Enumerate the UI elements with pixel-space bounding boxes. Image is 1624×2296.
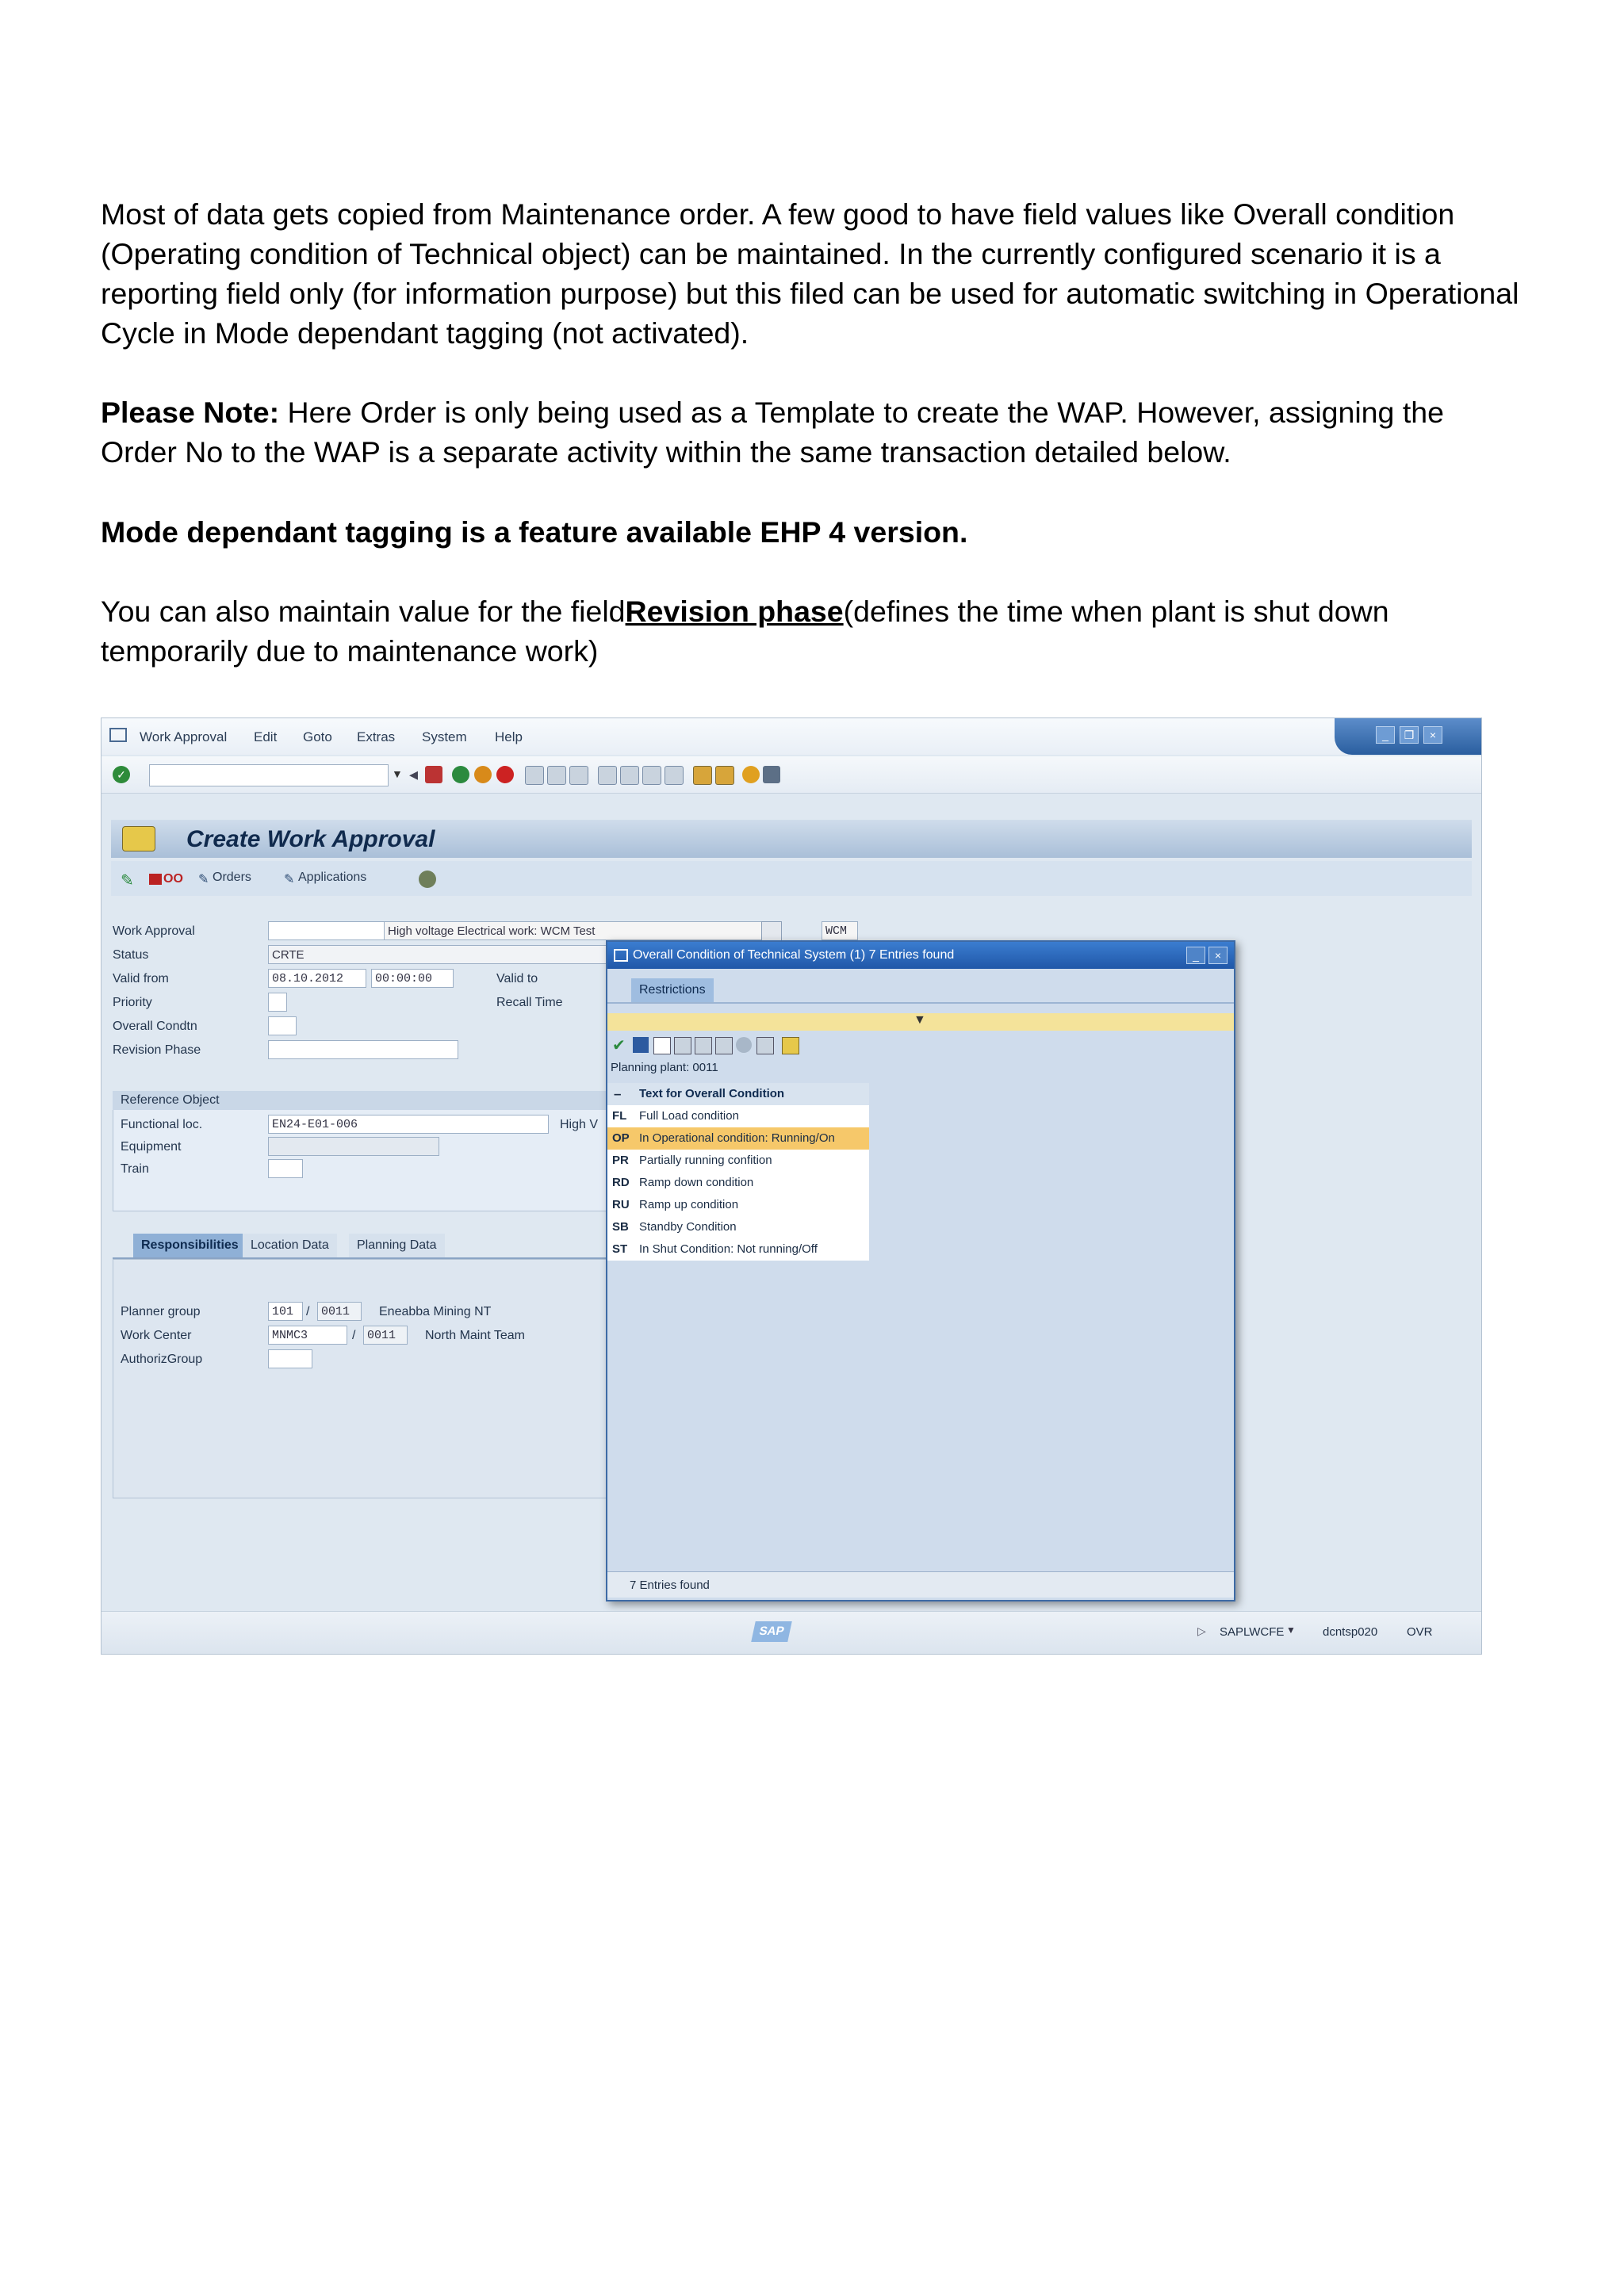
expand-restrictions-icon[interactable]: ▼ [914, 1013, 926, 1027]
popup-title-bar [607, 942, 1234, 969]
result-text: Full Load condition [639, 1109, 739, 1123]
first-page-icon[interactable] [598, 766, 617, 785]
menu-extras[interactable]: Extras [357, 729, 396, 744]
overview-icon[interactable]: OO [163, 872, 183, 886]
valid-from-label: Valid from [113, 972, 169, 985]
standard-toolbar [102, 756, 1481, 794]
minimize-icon[interactable]: _ [1376, 726, 1395, 744]
restrictions-line [607, 1002, 1234, 1004]
result-text: In Operational condition: Running/On [639, 1131, 835, 1145]
result-code: OP [612, 1131, 630, 1145]
planner-group-field[interactable]: 101 [268, 1302, 303, 1321]
applications-button[interactable]: Applications [298, 871, 367, 884]
popup-find-icon[interactable] [674, 1037, 691, 1054]
work-approval-label: Work Approval [113, 924, 195, 938]
status-bar [102, 1611, 1481, 1655]
result-row[interactable] [607, 1238, 869, 1261]
overall-condtn-label: Overall Condtn [113, 1020, 197, 1033]
result-row[interactable] [607, 1194, 869, 1216]
functional-loc-field[interactable]: EN24-E01-006 [268, 1115, 549, 1134]
ehp-paragraph: Mode dependant tagging is a feature available EHP 4 version. [101, 515, 968, 549]
command-field[interactable] [149, 764, 389, 786]
planner-slash: / [306, 1305, 310, 1318]
revision-text-a: You can also maintain value for the field [101, 595, 626, 628]
find-next-icon[interactable] [569, 766, 588, 785]
planner-plant-field: 0011 [317, 1302, 362, 1321]
status-label: Status [113, 948, 149, 962]
menu-help[interactable]: Help [495, 729, 523, 744]
result-text: Ramp up condition [639, 1198, 739, 1211]
revision-phase-label: Revision Phase [113, 1043, 201, 1057]
settings-icon[interactable] [419, 871, 436, 888]
shortcut-icon[interactable] [715, 766, 734, 785]
menu-system[interactable]: System [422, 729, 467, 744]
popup-find-next-icon[interactable] [695, 1037, 712, 1054]
enter-check-icon[interactable]: ✓ [113, 766, 130, 783]
result-row[interactable] [607, 1150, 869, 1172]
tab-location-data[interactable]: Location Data [243, 1234, 337, 1257]
previous-page-icon[interactable] [620, 766, 639, 785]
menu-window-icon[interactable] [109, 728, 127, 742]
functional-loc-label: Functional loc. [121, 1118, 203, 1131]
revision-text-b: (defines the time when plant is shut down temporarily due to maintenance work) [101, 595, 1389, 668]
results-header [607, 1083, 869, 1105]
popup-sort-icon[interactable] [715, 1037, 733, 1054]
popup-status-bar [607, 1571, 1234, 1598]
save-icon[interactable] [425, 766, 442, 783]
sap-logo: SAP [751, 1621, 792, 1642]
revision-paragraph [101, 591, 1528, 671]
result-code: PR [612, 1154, 629, 1167]
authoriz-group-label: AuthorizGroup [121, 1353, 203, 1366]
help-icon[interactable] [742, 766, 760, 783]
result-row[interactable] [607, 1216, 869, 1238]
result-code: RU [612, 1198, 630, 1211]
restore-icon[interactable]: ❐ [1400, 726, 1419, 744]
system-dropdown-icon[interactable]: ▼ [1286, 1624, 1296, 1636]
wcm-field[interactable]: WCM [822, 921, 858, 940]
popup-minimize-icon[interactable]: _ [1186, 947, 1205, 964]
orders-button[interactable]: Orders [213, 871, 251, 884]
equipment-field[interactable] [268, 1137, 439, 1156]
activate-icon[interactable]: ✎ [121, 872, 134, 890]
result-row[interactable] [607, 1105, 869, 1127]
note-text: Here Order is only being used as a Template to create the WAP. However, assigning the Order No to the WAP is a separate activity within the same transaction detailed below. [101, 396, 1444, 469]
popup-title: Overall Condition of Technical System (1) 7 Entries found [633, 948, 955, 962]
work-approval-description[interactable]: High voltage Electrical work: WCM Test [384, 921, 764, 940]
tab-responsibilities[interactable]: Responsibilities [133, 1234, 247, 1257]
work-center-desc: North Maint Team [425, 1329, 525, 1342]
applications-icon: ✎ [284, 873, 295, 886]
window-controls [1335, 718, 1481, 755]
menu-work-approval[interactable]: Work Approval [140, 729, 228, 744]
sap-screenshot [101, 718, 1482, 1655]
work-center-plant-field: 0011 [363, 1326, 408, 1345]
menu-edit[interactable]: Edit [254, 729, 278, 744]
intro-paragraph: Most of data gets copied from Maintenance order. A few good to have field values like Overall condition (Operating condition of Technical object) can be maintained. In the currently configured scenario it is a reporting field only (for information purpose) but this filed can be used for automatic switching in Operational Cycle in Mode dependant tagging (not activated). [101, 197, 1519, 350]
planner-group-desc: Eneabba Mining NT [379, 1305, 492, 1318]
revision-phase-link: Revision phase [625, 595, 844, 628]
equipment-label: Equipment [121, 1140, 182, 1154]
system-text: SAPLWCFE [1220, 1625, 1285, 1639]
menu-bar [102, 718, 1481, 755]
page-title: Create Work Approval [186, 826, 435, 852]
entries-found-text: 7 Entries found [630, 1578, 710, 1592]
popup-confirm-icon[interactable]: ✔ [612, 1037, 626, 1054]
result-text: Ramp down condition [639, 1176, 754, 1189]
popup-close-icon[interactable]: × [1208, 947, 1228, 964]
work-approval-icon [122, 826, 155, 851]
value-help-popup [606, 940, 1235, 1601]
back-icon[interactable] [452, 766, 469, 783]
result-code: ST [612, 1242, 628, 1256]
recall-time-label: Recall Time [496, 996, 563, 1009]
planner-group-label: Planner group [121, 1305, 201, 1318]
results-column-header[interactable]: Text for Overall Condition [639, 1087, 785, 1100]
responsibilities-panel [113, 1259, 622, 1498]
title-bar [111, 820, 1472, 858]
authoriz-group-field[interactable] [268, 1349, 312, 1368]
result-text: Standby Condition [639, 1220, 737, 1234]
orders-icon: ✎ [198, 873, 209, 886]
layout-menu-icon[interactable] [763, 766, 780, 783]
priority-field[interactable] [268, 993, 287, 1012]
lock-icon[interactable] [149, 874, 162, 885]
popup-info-icon[interactable] [736, 1037, 752, 1053]
popup-new-icon[interactable] [653, 1037, 671, 1054]
insert-mode-text[interactable]: OVR [1407, 1625, 1433, 1639]
edit-text-icon[interactable] [761, 921, 782, 942]
results-menu-icon[interactable]: – [614, 1086, 622, 1101]
menu-goto[interactable]: Goto [303, 729, 332, 744]
exit-icon[interactable] [474, 766, 492, 783]
work-center-field[interactable]: MNMC3 [268, 1326, 347, 1345]
next-page-icon[interactable] [642, 766, 661, 785]
application-toolbar [111, 861, 1472, 896]
back-arrow-icon[interactable]: ◂ [409, 764, 419, 784]
result-text: In Shut Condition: Not running/Off [639, 1242, 818, 1256]
status-field: CRTE [268, 945, 609, 964]
command-dropdown-icon[interactable]: ▼ [392, 767, 403, 780]
planning-plant-text: Planning plant: 0011 [611, 1061, 718, 1074]
note-paragraph [101, 392, 1528, 472]
close-window-icon[interactable]: × [1423, 726, 1442, 744]
server-text: dcntsp020 [1323, 1625, 1378, 1639]
result-text: Partially running confition [639, 1154, 772, 1167]
new-session-icon[interactable] [693, 766, 712, 785]
overall-condtn-field[interactable] [268, 1016, 297, 1035]
cancel-icon[interactable] [496, 766, 514, 783]
note-label: Please Note: [101, 396, 280, 429]
popup-personal-list-icon[interactable] [782, 1037, 799, 1054]
high-voltage-text: High V [560, 1118, 599, 1131]
valid-from-time[interactable]: 00:00:00 [371, 969, 454, 988]
tab-planning-data[interactable]: Planning Data [349, 1234, 445, 1257]
find-icon[interactable] [547, 766, 566, 785]
train-field[interactable] [268, 1159, 303, 1178]
result-row[interactable] [607, 1172, 869, 1194]
valid-to-label: Valid to [496, 972, 538, 985]
popup-print-icon[interactable] [756, 1037, 774, 1054]
popup-window-icon [614, 949, 628, 962]
train-label: Train [121, 1162, 149, 1176]
print-icon[interactable] [525, 766, 544, 785]
reference-object-title: Reference Object [121, 1093, 220, 1107]
popup-cancel-icon[interactable] [633, 1037, 649, 1053]
result-code: FL [612, 1109, 627, 1123]
restrictions-tab[interactable]: Restrictions [631, 978, 714, 1002]
valid-from-date[interactable]: 08.10.2012 [268, 969, 366, 988]
revision-phase-field[interactable] [268, 1040, 458, 1059]
work-approval-field[interactable] [268, 921, 387, 940]
status-play-icon[interactable]: ▷ [1197, 1624, 1206, 1637]
result-code: RD [612, 1176, 630, 1189]
last-page-icon[interactable] [665, 766, 684, 785]
work-center-slash: / [352, 1329, 356, 1342]
work-center-label: Work Center [121, 1329, 192, 1342]
priority-label: Priority [113, 996, 152, 1009]
result-code: SB [612, 1220, 629, 1234]
result-row-selected[interactable] [607, 1127, 869, 1150]
